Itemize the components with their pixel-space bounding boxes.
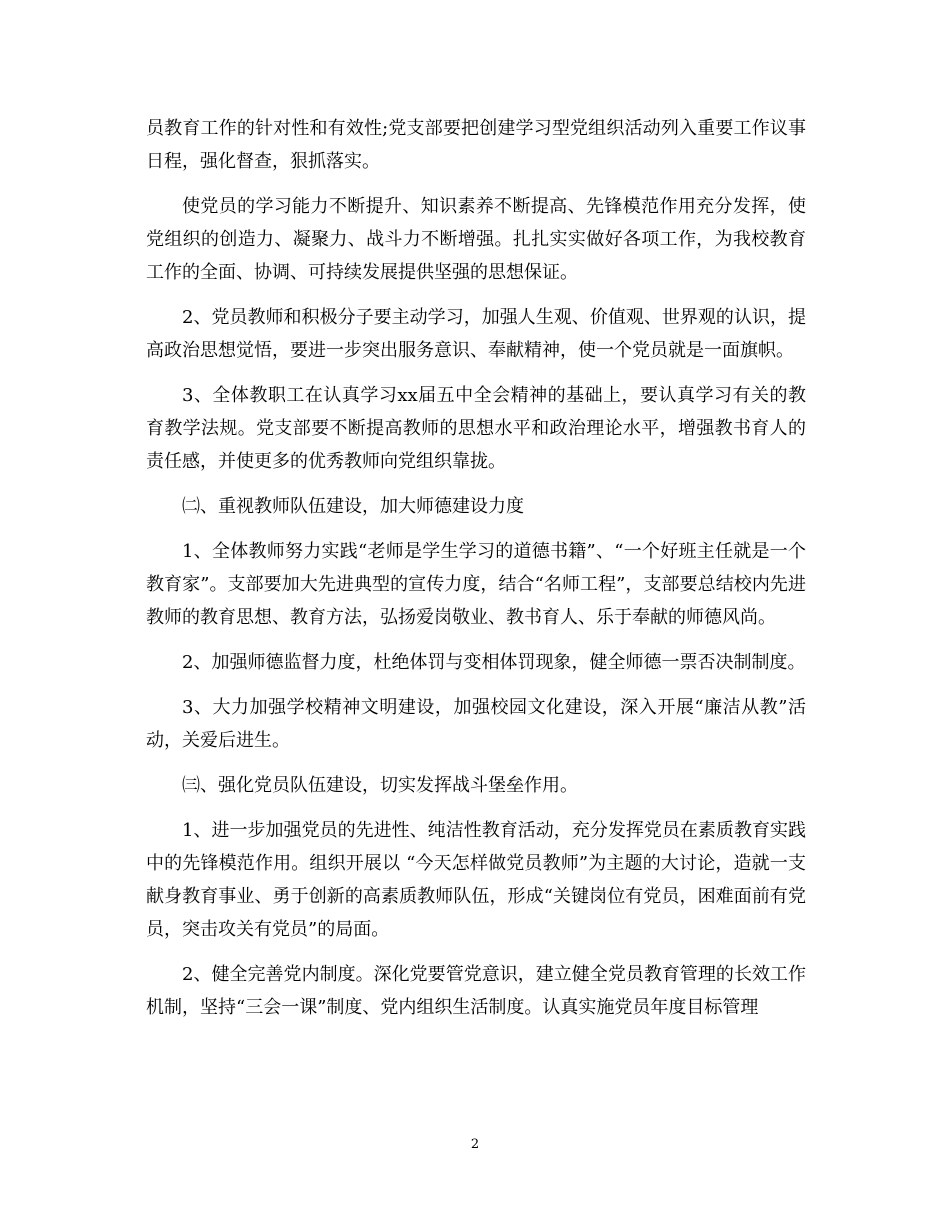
paragraph-continuation: 员教育工作的针对性和有效性;党支部要把创建学习型党组织活动列入重要工作议事日程，强化督查，狠抓落实。: [146, 118, 806, 172]
section-heading: ㈡、重视教师队伍建设，加大师德建设力度: [182, 496, 524, 517]
page-number: 2: [470, 1137, 480, 1152]
paragraph: 3、大力加强学校精神文明建设，加强校园文化建设，深入开展“廉洁从教”活动，关爱后进生。: [146, 697, 806, 751]
paragraph: 3、全体教职工在认真学习xx届五中全会精神的基础上，要认真学习有关的教育教学法规。党支部要不断提高教师的思想水平和政治理论水平，增强教书育人的责任感，并使更多的优秀教师向党组织靠拢。: [146, 385, 806, 472]
paragraph: 1、进一步加强党员的先进性、纯洁性教育活动，充分发挥党员在素质教育实践中的先锋模范作用。组织开展以 “今天怎样做党员教师”为主题的大讨论，造就一支献身教育事业、勇于创新的高素质教师队伍，形成“关键岗位有党员，困难面前有党员，突击攻关有党员”的局面。: [146, 820, 806, 940]
paragraph: 2、健全完善党内制度。深化党要管党意识，建立健全党员教育管理的长效工作机制，坚持“三会一课”制度、党内组织生活制度。认真实施党员年度目标管理: [146, 964, 806, 1018]
section-heading: ㈢、强化党员队伍建设，切实发挥战斗堡垒作用。: [182, 775, 578, 796]
paragraph: 1、全体教师努力实践“老师是学生学习的道德书籍”、“一个好班主任就是一个教育家”。支部要加大先进典型的宣传力度，结合“名师工程”，支部要总结校内先进教师的教育思想、教育方法，弘扬爱岗敬业、教书育人、乐于奉献的师德风尚。: [146, 541, 806, 628]
document-body: [146, 112, 806, 1036]
paragraph: 2、加强师德监督力度，杜绝体罚与变相体罚现象，健全师德一票否决制制度。: [182, 652, 806, 673]
paragraph: 2、党员教师和积极分子要主动学习，加强人生观、价值观、世界观的认识，提高政治思想觉悟，要进一步突出服务意识、奉献精神，使一个党员就是一面旗帜。: [146, 307, 806, 361]
paragraph: 使党员的学习能力不断提升、知识素养不断提高、先锋模范作用充分发挥，使党组织的创造力、凝聚力、战斗力不断增强。扎扎实实做好各项工作，为我校教育工作的全面、协调、可持续发展提供坚强的思想保证。: [146, 196, 806, 283]
